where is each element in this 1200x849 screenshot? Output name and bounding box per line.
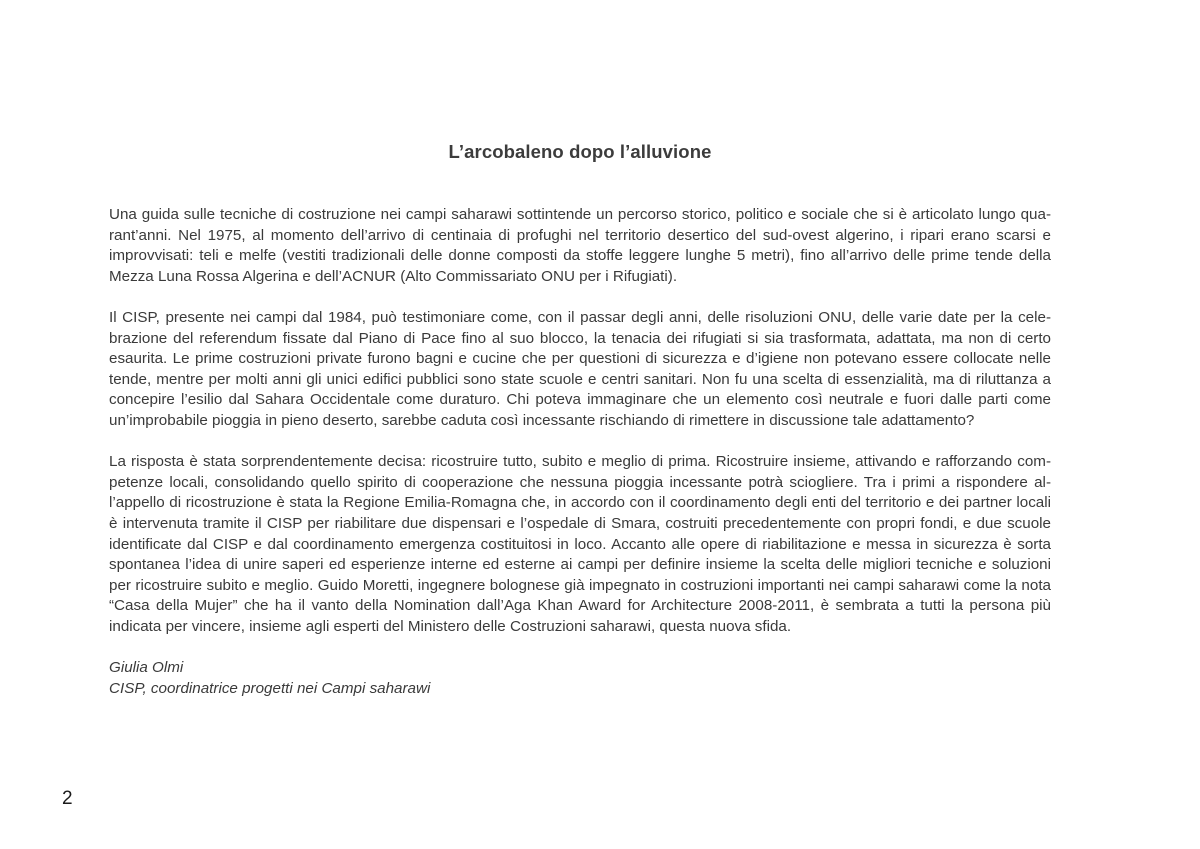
article-body [109, 205, 1051, 699]
author-role: CISP, coordinatrice progetti nei Campi saharawi [109, 679, 431, 697]
paragraph-1: Una guida sulle tecniche di costruzione nei campi saharawi sottintende un percorso storico, politico e sociale che si è articolato lungo quarant’anni. Nel 1975, al momento dell’arrivo di centinaia di profughi nel territorio desertico del sud-ovest algerino, i ripari erano scarsi e improvvisati: teli e melfe (vestiti tradizionali delle donne composti da stoffe leggere lunghe 5 metri), fino all’arrivo delle prime tende della Mezza Luna Rossa Algerina e dell’ACNUR (Alto Commissariato ONU per i Rifugiati). [109, 206, 1051, 285]
signature-block [109, 658, 1051, 699]
page-title: L’arcobaleno dopo l’alluvione [448, 141, 712, 162]
paragraph-3: La risposta è stata sorprendentemente decisa: ricostruire tutto, subito e meglio di prima. Ricostruire insieme, attivando e rafforzando competenze locali, consolidando quello spirito di cooperazione che nessuna pioggia incessante potrà sciogliere. Tra i primi a rispondere all’appello di ricostruzione è stata la Regione Emilia-Romagna che, in accordo con il coordinamento degli enti del territorio e dei partner locali è intervenuta tramite il CISP per riabilitare due dispensari e l’ospedale di Smara, costruiti precedentemente con propri fondi, e due scuole identificate dal CISP e dal coordinamento emergenza costituitosi in loco. Accanto alle opere di riabilitazione e messa in sicurezza è sorta spontanea l’idea di unire saperi ed esperienze interne ed esterne ai campi per definire insieme la scelta delle migliori tecniche e soluzioni per ricostruire subito e meglio. Guido Moretti, ingegnere bolognese già impegnato in costruzioni importanti nei campi saharawi come la nota “Casa della Mujer” che ha il vanto della Nomination dall’Aga Khan Award for Architecture 2008-2011, è sembrata a tutti la persona più indicata per vincere, insieme agli esperti del Ministero delle Costruzioni saharawi, questa nuova sfida. [109, 453, 1051, 635]
author-name: Giulia Olmi [109, 659, 184, 677]
paragraph-2: Il CISP, presente nei campi dal 1984, può testimoniare come, con il passar degli anni, delle risoluzioni ONU, delle varie date per la celebrazione del referendum fissate dal Piano di Pace fino al suo blocco, la tenacia dei rifugiati si sia trasformata, adattata, ma non di certo esaurita. Le prime costruzioni private furono bagni e cucine che per questioni di sicurezza e d’igiene non potevano essere collocate nelle tende, mentre per molti anni gli unici edifici pubblici sono state scuole e centri sanitari. Non fu una scelta di essenzialità, ma di riluttanza a concepire l’esilio dal Sahara Occidentale come duraturo. Chi poteva immaginare che un elemento così neutrale e fuori dalle parti come un’improbabile pioggia in pieno deserto, sarebbe caduta così incessante rischiando di rimettere in discussione tale adattamento? [109, 308, 1051, 429]
page-number: 2 [62, 788, 73, 809]
